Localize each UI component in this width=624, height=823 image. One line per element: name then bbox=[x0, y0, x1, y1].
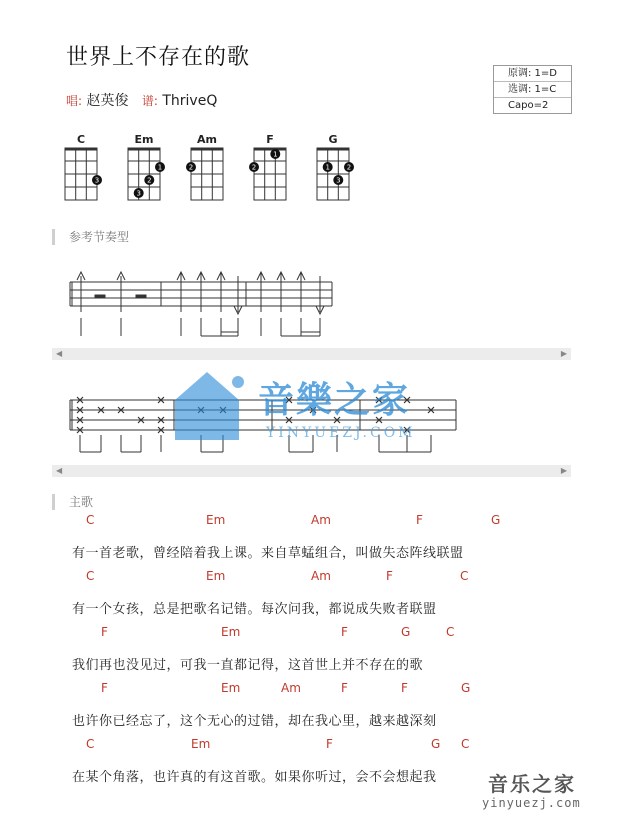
chord-name-g: G bbox=[328, 133, 338, 146]
chord-label: G bbox=[461, 681, 471, 695]
rhythm-scrollbar-1[interactable] bbox=[52, 348, 571, 360]
chord-label: C bbox=[460, 569, 469, 583]
chord-line bbox=[0, 625, 624, 641]
lyric-line: 有一首老歌，曾经陪着我上课。来自草蜢组合，叫做失态阵线联盟 bbox=[72, 546, 464, 561]
chord-label: F bbox=[386, 569, 393, 583]
chord-line bbox=[0, 737, 624, 753]
chord-label: F bbox=[326, 737, 333, 751]
scroll-left-icon[interactable]: ◀ bbox=[56, 466, 63, 475]
section-heading-verse: 主歌 bbox=[52, 494, 269, 510]
corner-watermark: 音乐之家 bbox=[488, 772, 576, 796]
chord-label: F bbox=[101, 681, 108, 695]
section-heading-rhythm: 参考节奏型 bbox=[52, 229, 269, 245]
chord-label: Em bbox=[221, 681, 241, 695]
lyric-line: 有一个女孩，总是把歌名记错。每次问我，都说成失败者联盟 bbox=[72, 602, 437, 617]
lyric-line: 也许你已经忘了，这个无心的过错，却在我心里，越来越深刻 bbox=[72, 714, 437, 729]
composer-label: 谱: bbox=[141, 94, 158, 108]
chord-label: G bbox=[431, 737, 441, 751]
chord-label: C bbox=[461, 737, 470, 751]
chord-line bbox=[0, 569, 624, 585]
chord-label: G bbox=[401, 625, 411, 639]
chord-name-f: F bbox=[266, 133, 274, 146]
svg-text:2: 2 bbox=[251, 163, 257, 172]
composer-name: ThriveQ bbox=[162, 93, 218, 109]
svg-text:2: 2 bbox=[188, 163, 194, 172]
chord-label: C bbox=[86, 737, 95, 751]
chord-label: Em bbox=[191, 737, 211, 751]
lyric-line: 我们再也没见过，可我一直都记得，这首世上并不存在的歌 bbox=[72, 658, 424, 673]
original-key: 原调: 1=D bbox=[494, 66, 571, 82]
scroll-left-icon[interactable]: ◀ bbox=[56, 349, 63, 358]
chord-label: G bbox=[491, 513, 501, 527]
chord-label: F bbox=[341, 681, 348, 695]
chord-label: Em bbox=[221, 625, 241, 639]
chord-label: Am bbox=[311, 569, 331, 583]
chosen-key: 选调: 1=C bbox=[494, 82, 571, 98]
chord-label: F bbox=[101, 625, 108, 639]
chord-label: Am bbox=[311, 513, 331, 527]
chord-label: C bbox=[86, 569, 95, 583]
chord-name-c: C bbox=[76, 133, 86, 146]
svg-text:1: 1 bbox=[157, 163, 163, 172]
svg-text:1: 1 bbox=[273, 150, 278, 159]
watermark-logo bbox=[175, 372, 244, 440]
chord-line bbox=[0, 513, 624, 529]
chord-label: Am bbox=[281, 681, 301, 695]
scroll-right-icon[interactable]: ▶ bbox=[560, 466, 567, 475]
singer-label: 唱: bbox=[66, 94, 83, 108]
chord-name-am: Am bbox=[197, 133, 217, 146]
chord-label: Em bbox=[206, 513, 226, 527]
chord-label: F bbox=[416, 513, 423, 527]
watermark-subtext: YINYUEZJ.COM bbox=[266, 425, 416, 441]
svg-text:1: 1 bbox=[325, 163, 330, 172]
chord-label: Em bbox=[206, 569, 226, 583]
chord-name-em: Em bbox=[134, 133, 154, 146]
lyric-line: 在某个角落，也许真的有这首歌。如果你听过，会不会想起我 bbox=[72, 770, 437, 785]
svg-text:2: 2 bbox=[346, 163, 352, 172]
capo-position: Capo=2 bbox=[508, 100, 549, 111]
singer-name: 赵英俊 bbox=[86, 93, 129, 109]
chord-label: C bbox=[446, 625, 455, 639]
svg-text:3: 3 bbox=[94, 176, 100, 185]
corner-watermark-url: yinyuezj.com bbox=[482, 796, 581, 810]
chord-line bbox=[0, 681, 624, 697]
chord-label: F bbox=[341, 625, 348, 639]
svg-text:2: 2 bbox=[147, 176, 152, 185]
chord-label: C bbox=[86, 513, 95, 527]
scroll-right-icon[interactable]: ▶ bbox=[560, 349, 567, 358]
rhythm-scrollbar-2[interactable] bbox=[52, 465, 571, 477]
svg-text:3: 3 bbox=[336, 176, 341, 185]
chord-label: F bbox=[401, 681, 408, 695]
song-title: 世界上不存在的歌 bbox=[66, 45, 251, 70]
watermark-text: 音樂之家 bbox=[258, 380, 411, 421]
svg-text:3: 3 bbox=[136, 189, 141, 198]
